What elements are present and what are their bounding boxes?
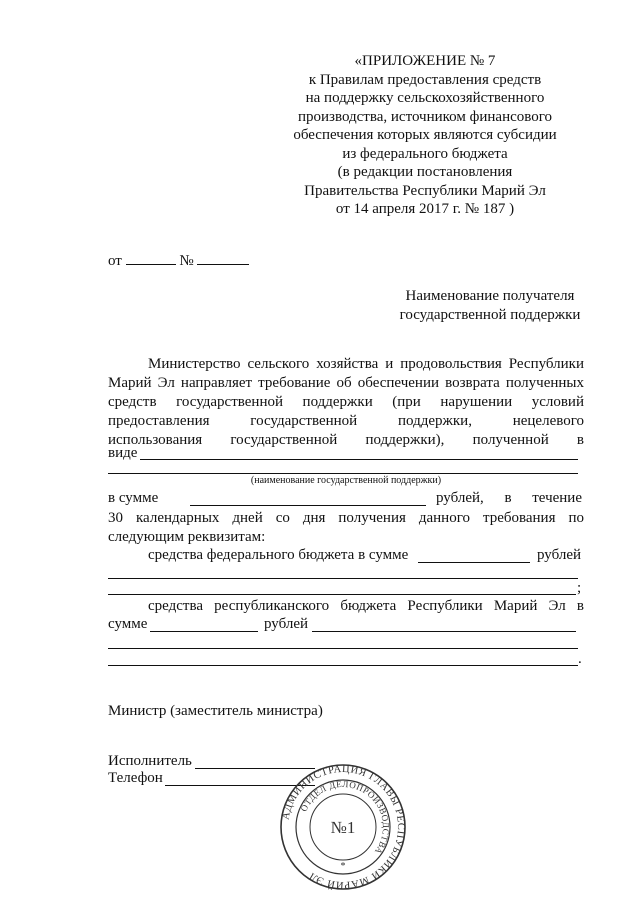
stamp-inner-text: ОТДЕЛ ДЕЛОПРОИЗВОДСТВА — [298, 778, 392, 857]
number-field[interactable] — [197, 250, 249, 265]
support-name-field[interactable] — [108, 473, 578, 474]
support-name-caption: (наименование государственной поддержки) — [250, 475, 442, 486]
rubles-period-label: рублей, в течение — [436, 490, 582, 506]
header-line: Правительства Республики Марий Эл — [304, 182, 546, 199]
header-line: к Правилам предоставления средств — [308, 71, 542, 88]
republic-paragraph — [108, 597, 584, 616]
office-stamp — [278, 762, 408, 892]
republic-details-field-3[interactable] — [108, 665, 578, 666]
republic-line: средства республиканского бюджета Республики Марий Эл в — [148, 598, 584, 614]
main-paragraph — [108, 355, 584, 450]
executor-label: Исполнитель — [108, 753, 192, 769]
date-field[interactable] — [126, 250, 176, 265]
support-form-field[interactable] — [140, 459, 578, 460]
federal-sum-field[interactable] — [418, 562, 530, 563]
header-line: от 14 апреля 2017 г. № 187 ) — [335, 201, 515, 217]
sum-field[interactable] — [190, 505, 426, 506]
stamp-outer-text: АДМИНИСТРАЦИЯ ГЛАВЫ РЕСПУБЛИКИ МАРИЙ ЭЛ — [280, 763, 407, 891]
stamp-number: №1 — [330, 818, 356, 837]
federal-label: средства федерального бюджета в сумме — [148, 547, 409, 563]
details-line: следующим реквизитам: — [108, 529, 266, 545]
period-line: 30 календарных дней со дня получения данного требования по — [108, 510, 584, 526]
republic-rubles: рублей — [264, 616, 309, 632]
minister-label: Министр (заместитель министра) — [108, 703, 323, 719]
republic-sum-label: сумме — [108, 616, 148, 632]
stamp-star: * — [340, 861, 346, 872]
federal-details-field-2[interactable] — [108, 594, 576, 595]
para-line: средств государственной поддержки (при нарушении условий — [108, 394, 584, 410]
para-line: использования государственной поддержки), полученной в — [108, 432, 584, 448]
semicolon-mark: ; — [577, 580, 582, 596]
date-number-line — [108, 250, 249, 270]
recipient-line2: государственной поддержки — [399, 307, 581, 323]
republic-sum-field[interactable] — [150, 631, 258, 632]
header-line: (в редакции постановления — [337, 164, 513, 180]
republic-details-field-2[interactable] — [108, 648, 578, 649]
para-line: предоставления государственной поддержки, нецелевого — [108, 413, 584, 429]
recipient-block — [370, 287, 610, 325]
in-form-line — [108, 445, 137, 462]
federal-details-field-1[interactable] — [108, 578, 578, 579]
appendix-header — [250, 52, 600, 219]
from-label: от — [108, 253, 122, 269]
para-line: Министерство сельского хозяйства и продовольствия Республики — [148, 356, 584, 372]
recipient-line1: Наименование получателя — [405, 288, 575, 304]
phone-label: Телефон — [108, 770, 163, 786]
sum-label: в сумме — [108, 490, 159, 506]
header-line: на поддержку сельскохозяйственного — [305, 90, 545, 106]
in-form-label: виде — [108, 445, 138, 461]
header-line: из федерального бюджета — [342, 145, 508, 162]
para-line: Марий Эл направляет требование об обеспечении возврата полученных — [108, 375, 584, 391]
header-line: производства, источником финансового — [297, 108, 553, 125]
republic-details-field-1[interactable] — [312, 631, 576, 632]
federal-rubles: рублей — [537, 547, 582, 563]
header-line: «ПРИЛОЖЕНИЕ № 7 — [354, 53, 496, 69]
header-line: обеспечения которых являются субсидии — [293, 127, 557, 143]
period-paragraph — [108, 509, 584, 547]
number-label: № — [179, 253, 194, 269]
period-mark: . — [578, 651, 582, 667]
